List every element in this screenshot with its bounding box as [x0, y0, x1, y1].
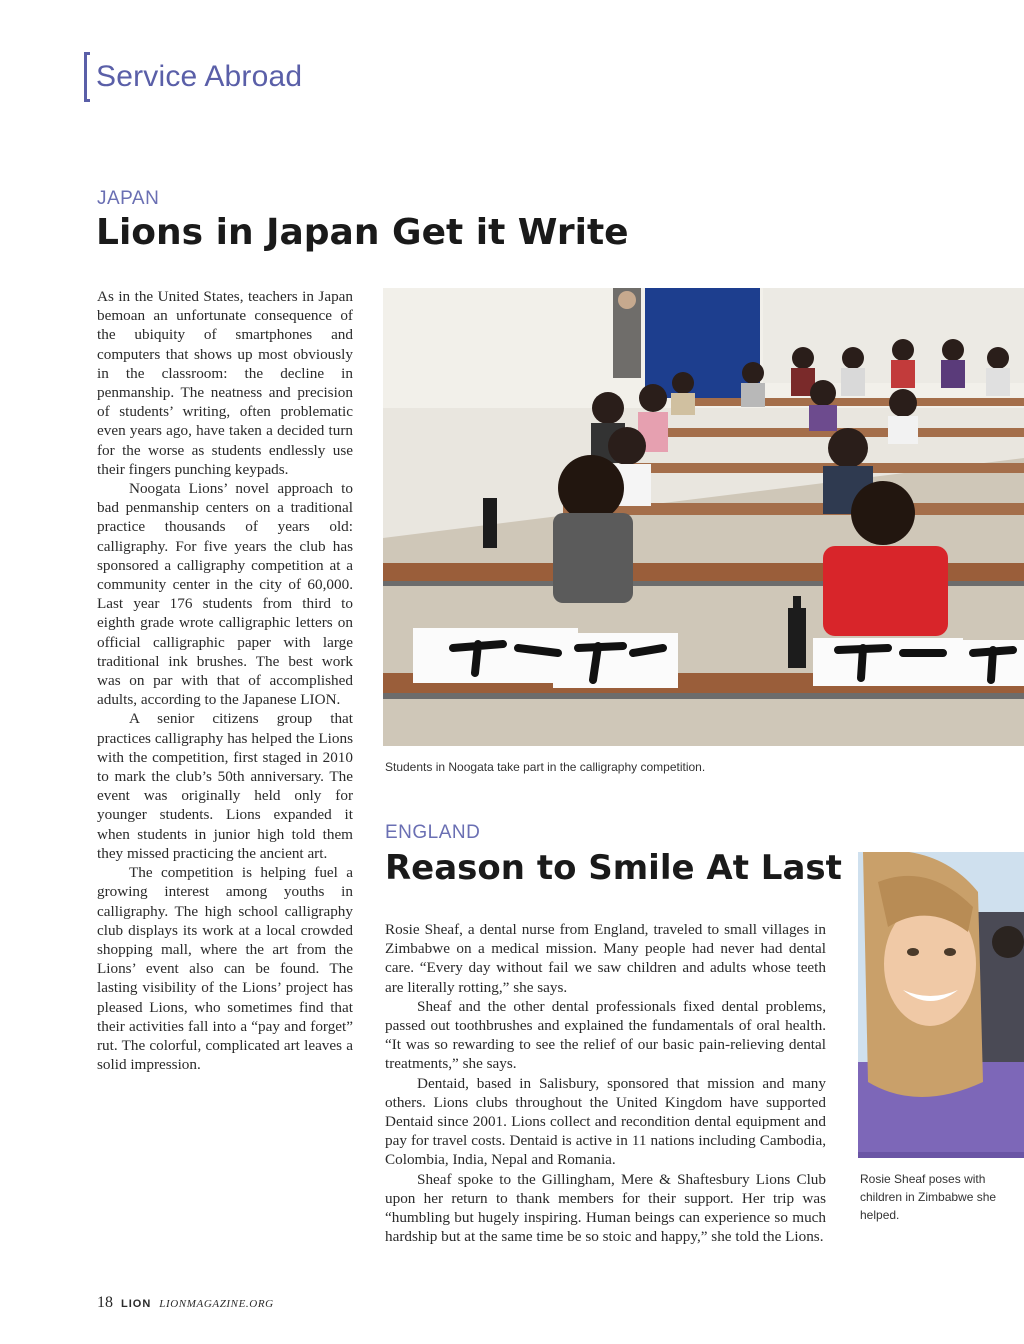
section-header: [84, 52, 302, 102]
page-footer: [97, 1294, 274, 1312]
japan-photo-caption: Students in Noogata take part in the calligraphy competition.: [385, 760, 706, 774]
japan-paragraph: As in the United States, teachers in Japan bemoan an unfortunate consequence of the ubiquity of smartphones and computers that shows up most obviously in the classroom: the decline in penmanship. The neatness and precision of students’ writing, often problematic even years ago, have taken a decided turn for the worse as students endlessly use their fingers punching keypads.: [97, 288, 353, 478]
england-paragraph: Sheaf and the other dental professionals fixed dental problems, passed out toothbrushes and explained the fundamentals of oral health. “It was so rewarding to see the relief of our basic pain-relieving dental treatments,” she says.: [385, 997, 826, 1073]
magazine-brand: LION: [121, 1298, 152, 1310]
calligraphy-photo-illustration: [383, 288, 1024, 746]
england-headline: Reason to Smile At Last: [385, 848, 842, 888]
japan-paragraph: The competition is helping fuel a growing interest among youths in calligraphy. The high school calligraphy club displays its work at a local crowded shopping mall, where the art from the Lions’ event also can be found. The lasting visibility of the Lions’ project has pleased Lions, who sometimes find that their activities fall into a “pay and forget” rut. The colorful, complicated art leaves a solid impression.: [97, 864, 353, 1074]
england-photo-caption: Rosie Sheaf poses with children in Zimbabwe she helped.: [860, 1172, 997, 1222]
calligraphy-photo: [383, 288, 1024, 746]
section-bracket: [84, 52, 90, 102]
japan-paragraph: Noogata Lions’ novel approach to bad penmanship centers on a traditional practice thousands of years old: calligraphy. For five years the club has sponsored a calligraphy competition at a community center in the city of 60,000. Last year 176 students from third to eighth grade wrote calligraphic letters on official calligraphic paper with large traditional ink brushes. The best work was on par with that of accomplished adults, according to the Japanese LION.: [97, 480, 353, 709]
england-paragraph: Rosie Sheaf, a dental nurse from England, traveled to small villages in Zimbabwe on a medical mission. Many people had never had dental care. “Every day without fail we saw children and adults whose teeth are literally rotting,” she says.: [385, 921, 826, 996]
section-title: Service Abroad: [96, 60, 303, 93]
england-article-body: [385, 920, 826, 1246]
england-paragraph: Dentaid, based in Salisbury, sponsored that mission and many others. Lions clubs throughout the United Kingdom have supported Dentaid since 2001. Lions collect and recondition dental equipment and pay for travel costs. Dentaid is active in 11 nations including Cambodia, Colombia, India, Nepal and Romania.: [385, 1074, 826, 1169]
japan-article-body: [97, 287, 353, 1074]
website-link[interactable]: LIONMAGAZINE.ORG: [159, 1298, 274, 1310]
england-paragraph: Sheaf spoke to the Gillingham, Mere & Shaftesbury Lions Club upon her return to thank members for their support. Her trip was “humbling but hugely inspiring. Human beings can experience so much hardship but at the same time be so stoic and happy,” she told the Lions.: [385, 1170, 826, 1246]
rosie-sheaf-photo: [858, 852, 1024, 1158]
england-kicker: ENGLAND: [385, 822, 481, 843]
rosie-sheaf-photo-illustration: [858, 852, 1024, 1158]
japan-headline: Lions in Japan Get it Write: [96, 212, 629, 253]
page-number: 18: [97, 1294, 113, 1311]
japan-kicker: JAPAN: [97, 188, 160, 209]
japan-paragraph: A senior citizens group that practices calligraphy has helped the Lions with the competition, first staged in 2010 to mark the club’s 50th anniversary. The event was originally held only for younger students. Lions expanded it when students in junior high told them they missed practicing the ancient art.: [97, 710, 353, 862]
